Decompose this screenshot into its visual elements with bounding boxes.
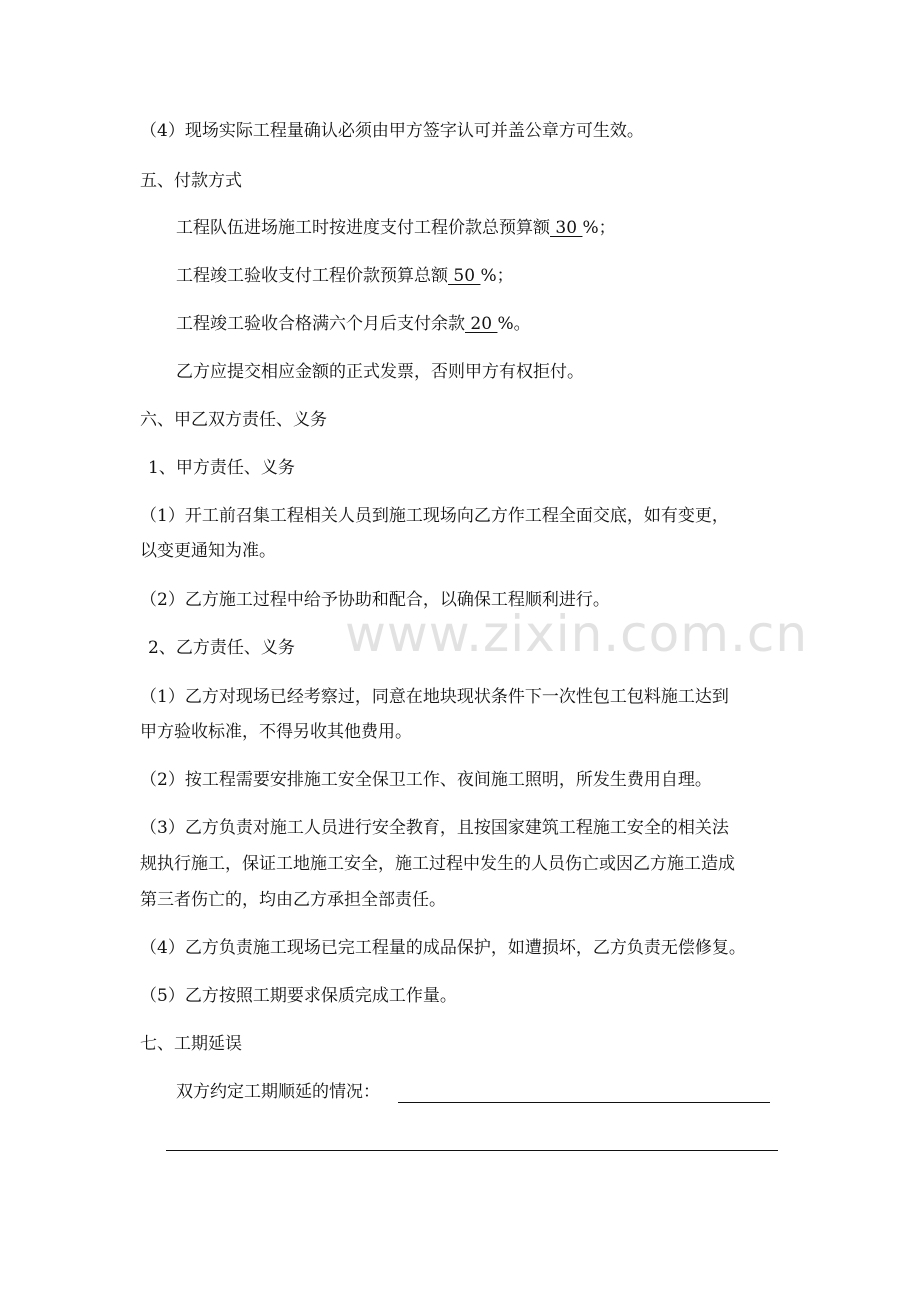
party-a-duty-2: （2）乙方施工过程中给予协助和配合，以确保工程顺利进行。 [140,590,610,610]
extension-conditions-label: 双方约定工期顺延的情况： [176,1082,380,1102]
clause-4-confirmation: （4）现场实际工程量确认必须由甲方签字认可并盖公章方可生效。 [140,121,644,141]
section-5-heading: 五、付款方式 [140,171,242,191]
party-b-duty-1-line-1: （1）乙方对现场已经考察过，同意在地块现状条件下一次性包工包料施工达到 [140,687,729,707]
party-a-duty-1-line-1: （1）开工前召集工程相关人员到施工现场向乙方作工程全面交底，如有变更， [140,506,729,526]
payment-line-2 [176,265,514,287]
party-b-duty-3-line-2: 规执行施工，保证工地施工安全，施工过程中发生的人员伤亡或因乙方施工造成 [140,854,735,874]
party-b-duty-5: （5）乙方按照工期要求保质完成工作量。 [140,986,457,1006]
party-b-duty-3-line-3: 第三者伤亡的，均由乙方承担全部责任。 [140,890,446,910]
party-b-heading: 2、乙方责任、义务 [148,638,295,658]
payment-1-text: 工程队伍进场施工时按进度支付工程价款总预算额 [176,218,550,238]
payment-3-percent: 20 [465,314,498,334]
payment-2-percent: 50 [448,266,481,286]
payment-1-unit: %； [582,218,616,238]
invoice-requirement: 乙方应提交相应金额的正式发票，否则甲方有权拒付。 [176,362,584,382]
party-b-duty-4: （4）乙方负责施工现场已完工程量的成品保护，如遭损坏，乙方负责无偿修复。 [140,938,746,958]
section-7-heading: 七、工期延误 [140,1034,242,1054]
payment-line-1 [176,217,616,239]
payment-1-percent: 30 [550,218,583,238]
party-a-duty-1-line-2: 以变更通知为准。 [140,541,276,561]
payment-3-unit: %。 [497,314,531,334]
party-b-duty-3-line-1: （3）乙方负责对施工人员进行安全教育，且按国家建筑工程施工安全的相关法 [140,818,729,838]
payment-2-text: 工程竣工验收支付工程价款预算总额 [176,266,448,286]
extension-blank-line-1 [398,1102,770,1103]
section-6-heading: 六、甲乙双方责任、义务 [140,410,327,430]
watermark: www.zixin.com.cn [345,605,809,663]
party-b-duty-2: （2）按工程需要安排施工安全保卫工作、夜间施工照明，所发生费用自理。 [140,770,712,790]
payment-line-3 [176,313,531,335]
payment-2-unit: %； [480,266,514,286]
payment-3-text: 工程竣工验收合格满六个月后支付余款 [176,314,465,334]
party-b-duty-1-line-2: 甲方验收标准，不得另收其他费用。 [140,722,412,742]
party-a-heading: 1、甲方责任、义务 [148,458,295,478]
extension-blank-line-2 [166,1150,778,1151]
